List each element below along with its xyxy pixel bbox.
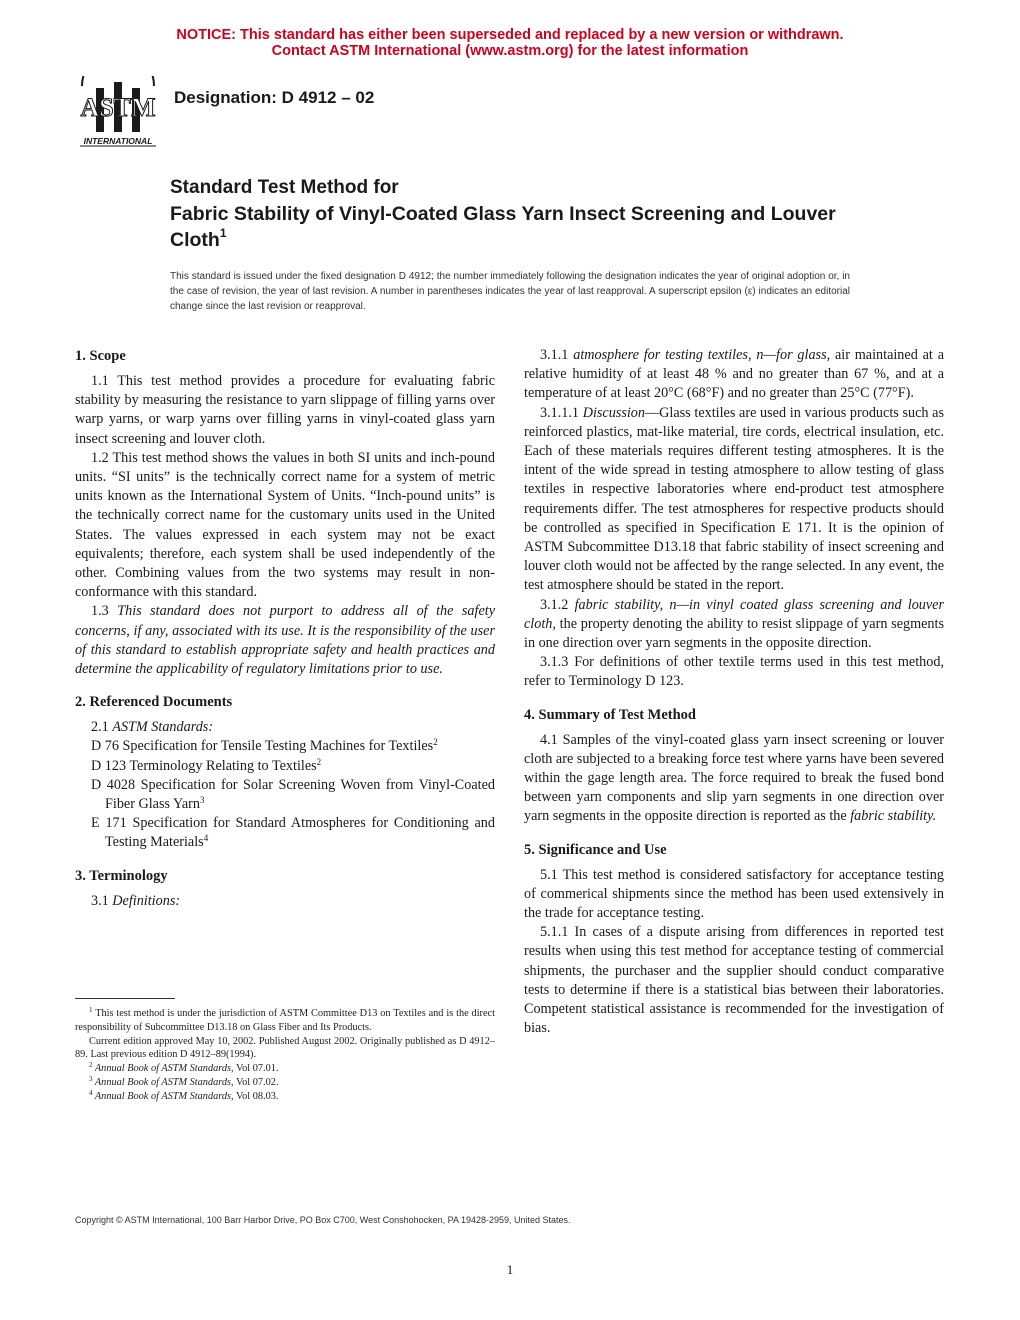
ref-d4028 bbox=[75, 776, 495, 814]
ref-d76-text: D 76 Specification for Tensile Testing Machines for Textiles bbox=[91, 738, 434, 755]
para-3-1-1-num: 3.1.1 bbox=[540, 347, 574, 363]
para-3-1-1 bbox=[524, 346, 944, 404]
para-1-3 bbox=[75, 602, 495, 679]
footnote-3-mark: 3 bbox=[89, 1074, 93, 1083]
footnote-1-text: This test method is under the jurisdiction of ASTM Committee D13 on Textiles and is the direct responsibility of Subcommittee D13.18 on Glass Fiber and Its Products. bbox=[75, 1008, 495, 1033]
para-3-1-3: 3.1.3 For definitions of other textile terms used in this test method, refer to Terminology D 123. bbox=[524, 654, 944, 690]
section-1-heading: 1. Scope bbox=[75, 348, 126, 364]
footnote-3-em: Annual Book of ASTM Standards bbox=[92, 1076, 232, 1088]
para-3-1-1-1-term: Discussion bbox=[582, 404, 645, 421]
para-1-1: 1.1 This test method provides a procedure for evaluating fabric stability by measuring the resistance to yarn slippage of filling yarns over warp yarns, or warp yarns over filling yarns in vinyl-coated glass yarn insect screening and louver cloth. bbox=[75, 373, 495, 447]
title-footnote-ref: 1 bbox=[219, 226, 227, 240]
ref-d123 bbox=[75, 757, 495, 776]
superseded-notice bbox=[0, 27, 1020, 59]
left-column bbox=[75, 346, 495, 911]
astm-logo-icon bbox=[76, 76, 160, 148]
footnote-4-em: Annual Book of ASTM Standards bbox=[92, 1090, 232, 1102]
para-1-3-num: 1.3 bbox=[91, 603, 118, 620]
footnotes bbox=[75, 1007, 495, 1104]
para-5-1: 5.1 This test method is considered satisfactory for acceptance testing of commerical shipments since the method has been used extensively in the trade for acceptance testing. bbox=[524, 866, 944, 922]
para-3-1-1-1-num: 3.1.1.1 bbox=[540, 404, 583, 421]
logo-international: INTERNATIONAL bbox=[83, 136, 153, 146]
para-1-2: 1.2 This test method shows the values in both SI units and inch-pound units. “SI units” is the technically correct name for a system of metric units known as the International System of Units. “Inch-pound units” is the technically correct name for the customary units used in the United States. The values expressed in each system may not be exact equivalents; therefore, each system shall be used independently of the other. Combining values from the two systems may result in non-conformance with this standard. bbox=[75, 449, 495, 601]
para-3-1-1-term: atmosphere for testing textiles, n—for glass, bbox=[573, 347, 831, 363]
title-main-wrap bbox=[170, 201, 890, 253]
para-2-1-text: ASTM Standards: bbox=[112, 719, 214, 736]
page-number: 1 bbox=[506, 1262, 514, 1277]
document-title bbox=[170, 175, 890, 253]
footnote-2-mark: 2 bbox=[89, 1061, 93, 1070]
section-5-heading: 5. Significance and Use bbox=[524, 841, 667, 858]
para-4-1-text: 4.1 Samples of the vinyl-coated glass yarn insect screening or louver cloth are subjected to a breaking force test where yarns have been severed within the gage length area. The force required to break the fused bond between yarn components and slip yarn segments in one direction over yarn segments in the opposite direction is reported as the bbox=[524, 731, 944, 825]
para-3-1-text: Definitions: bbox=[112, 892, 181, 909]
para-3-1-2-term: fabric stability, n—in vinyl coated glass screening and louver cloth, bbox=[524, 596, 945, 632]
para-5-1-1: 5.1.1 In cases of a dispute arising from differences in reported test results when using this test method for acceptance testing of commercial shipments, the purchaser and the supplier should conduct comparative tests to determine if there is a statistical bias between their laboratories. Competent statistical assistance is recommended for the investigation of bias. bbox=[524, 924, 944, 1037]
footnote-3 bbox=[75, 1076, 495, 1090]
footnote-2 bbox=[75, 1062, 495, 1076]
section-4-heading: 4. Summary of Test Method bbox=[524, 706, 696, 723]
ref-d76 bbox=[75, 737, 495, 756]
title-main: Fabric Stability of Vinyl-Coated Glass Yarn Insect Screening and Louver Cloth bbox=[170, 203, 836, 251]
para-3-1-1-1 bbox=[524, 404, 944, 596]
ref-d4028-text: D 4028 Specification for Solar Screening Woven from Vinyl-Coated Fiber Glass Yarn bbox=[91, 776, 495, 813]
para-3-1-1-text: air maintained at a relative humidity of at least 48 % and no greater than 67 %, and at a temperature of at least 20°C (68°F) and no greater than 25°C (77°F). bbox=[524, 347, 944, 402]
ref-d123-sup: 2 bbox=[316, 756, 322, 767]
para-3-1 bbox=[75, 892, 495, 911]
para-3-1-1-1-text: —Glass textiles are used in various products such as reinforced plastics, mat-like material, tire cords, electrical insulation, etc. Each of these materials requires different testing atmospheres. It is the intent of the wide spread in testing atmosphere to allow testing of glass textiles in respective laboratories where end-product test atmosphere requirements differ. The test atmospheres for respective products should be controlled as specified in Specification E 171. It is the opinion of ASTM Subcommittee D13.18 that fabric stability of insect screening and louver cloth would not be affected by the range selected. In any event, the test atmosphere should be stated in the report. bbox=[524, 404, 944, 594]
ref-e171-text: E 171 Specification for Standard Atmospheres for Conditioning and Testing Materials bbox=[91, 815, 495, 851]
designation: Designation: D 4912 – 02 bbox=[174, 88, 375, 107]
section-2-heading: 2. Referenced Documents bbox=[75, 694, 233, 711]
para-4-1-em: fabric stability. bbox=[850, 808, 937, 825]
footnote-1 bbox=[75, 1007, 495, 1035]
para-3-1-2 bbox=[524, 596, 944, 654]
ref-e171 bbox=[75, 814, 495, 852]
footnote-2-text: , Vol 07.01. bbox=[231, 1063, 279, 1075]
para-3-1-num: 3.1 bbox=[91, 892, 113, 909]
section-3-heading: 3. Terminology bbox=[75, 867, 168, 884]
para-2-1 bbox=[75, 718, 495, 737]
footnote-1-mark: 1 bbox=[89, 1006, 93, 1014]
para-3-1-2-num: 3.1.2 bbox=[540, 596, 575, 613]
ref-e171-sup: 4 bbox=[203, 833, 209, 844]
footnote-1b: Current edition approved May 10, 2002. Published August 2002. Originally published as D 4912–89. Last previous edition D 4912–89(1994). bbox=[75, 1035, 495, 1061]
notice-line-2: Contact ASTM International (www.astm.org) for the latest information bbox=[271, 43, 749, 59]
notice-line-1: NOTICE: This standard has either been superseded and replaced by a new version or withdrawn. bbox=[176, 27, 844, 43]
astm-logo bbox=[76, 76, 160, 148]
ref-d4028-sup: 3 bbox=[199, 795, 205, 806]
footnote-4 bbox=[75, 1090, 495, 1104]
para-2-1-num: 2.1 bbox=[91, 719, 113, 736]
footnote-3-text: , Vol 07.02. bbox=[231, 1076, 279, 1088]
para-3-1-2-text: the property denoting the ability to resist slippage of yarn segments in one direction over yarn segments in the opposite direction. bbox=[524, 615, 944, 652]
issuance-note: This standard is issued under the fixed designation D 4912; the number immediately following the designation indicates the year of original adoption or, in the case of revision, the year of last revision. A number in parentheses indicates the year of last reapproval. A superscript epsilon (ε) indicates an editorial change since the last revision or reapproval. bbox=[170, 271, 850, 312]
ref-d123-text: D 123 Terminology Relating to Textiles bbox=[91, 757, 317, 774]
para-4-1 bbox=[524, 731, 944, 827]
copyright-line: Copyright © ASTM International, 100 Barr Harbor Drive, PO Box C700, West Conshohocken, PA 19428-2959, United States. bbox=[75, 1215, 571, 1225]
footnote-4-mark: 4 bbox=[89, 1088, 93, 1097]
title-pre: Standard Test Method for bbox=[170, 177, 399, 198]
para-1-3-text: This standard does not purport to address all of the safety concerns, if any, associated with its use. It is the responsibility of the user of this standard to establish appropriate safety and health practices and determine the applicability of regulatory limitations prior to use. bbox=[75, 603, 495, 678]
footnote-divider bbox=[75, 998, 175, 999]
right-column bbox=[524, 346, 944, 1039]
footnote-2-em: Annual Book of ASTM Standards bbox=[92, 1063, 232, 1075]
logo-letters: ASTM bbox=[80, 93, 156, 122]
ref-d76-sup: 2 bbox=[433, 737, 438, 748]
footnote-4-text: , Vol 08.03. bbox=[231, 1090, 279, 1102]
